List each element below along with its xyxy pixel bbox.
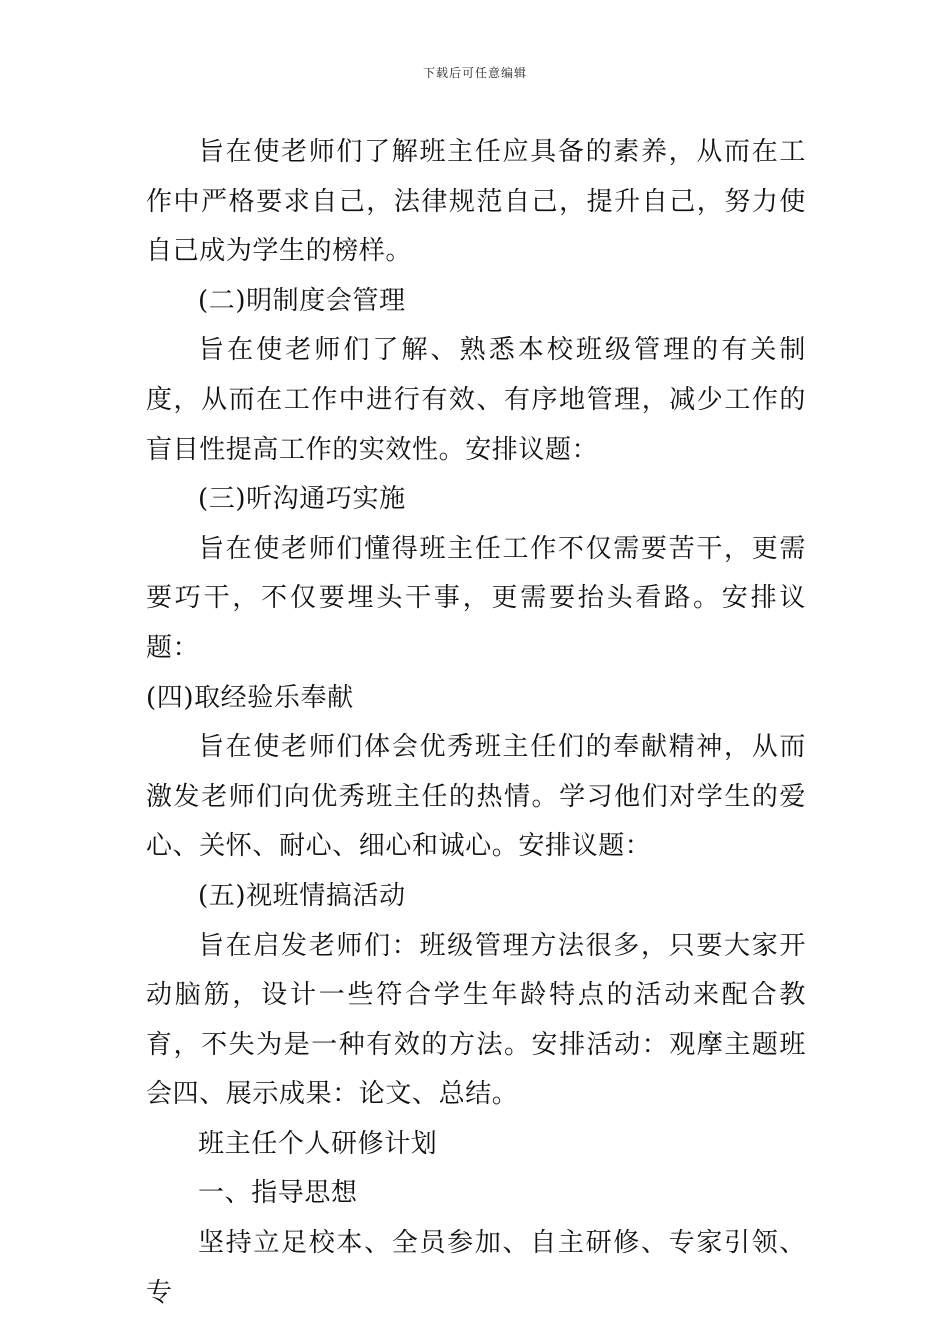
paragraph-communication: 旨在使老师们懂得班主任工作不仅需要苦干，更需要巧干，不仅要埋头干事，更需要抬头看路。安排议题：	[146, 533, 806, 663]
heading-guiding-thought: 一、指导思想	[198, 1178, 358, 1209]
document-body	[146, 128, 806, 1318]
paragraph-experience: 旨在使老师们体会优秀班主任们的奉献精神，从而激发老师们向优秀班主任的热情。学习他们对学生的爱心、关怀、耐心、细心和诚心。安排议题：	[146, 732, 806, 862]
heading-plan-title: 班主任个人研修计划	[198, 1128, 438, 1159]
paragraph-qualities: 旨在使老师们了解班主任应具备的素养，从而在工作中严格要求自己，法律规范自己，提升自己，努力使自己成为学生的榜样。	[146, 137, 806, 267]
heading-system-management: (二)明制度会管理	[198, 285, 406, 316]
heading-communication: (三)听沟通巧实施	[198, 484, 406, 515]
heading-experience: (四)取经验乐奉献	[146, 682, 354, 713]
page-header: 下载后可任意编辑	[422, 66, 527, 80]
paragraph-system: 旨在使老师们了解、熟悉本校班级管理的有关制度，从而在工作中进行有效、有序地管理，减少工作的盲目性提高工作的实效性。安排议题：	[146, 335, 806, 465]
paragraph-activities: 旨在启发老师们：班级管理方法很多，只要大家开动脑筋，设计一些符合学生年龄特点的活动来配合教育，不失为是一种有效的方法。安排活动：观摩主题班会四、展示成果：论文、总结。	[146, 930, 806, 1110]
paragraph-guiding-thought: 坚持立足校本、全员参加、自主研修、专家引领、专	[146, 1228, 806, 1308]
heading-activities: (五)视班情搞活动	[198, 880, 406, 911]
